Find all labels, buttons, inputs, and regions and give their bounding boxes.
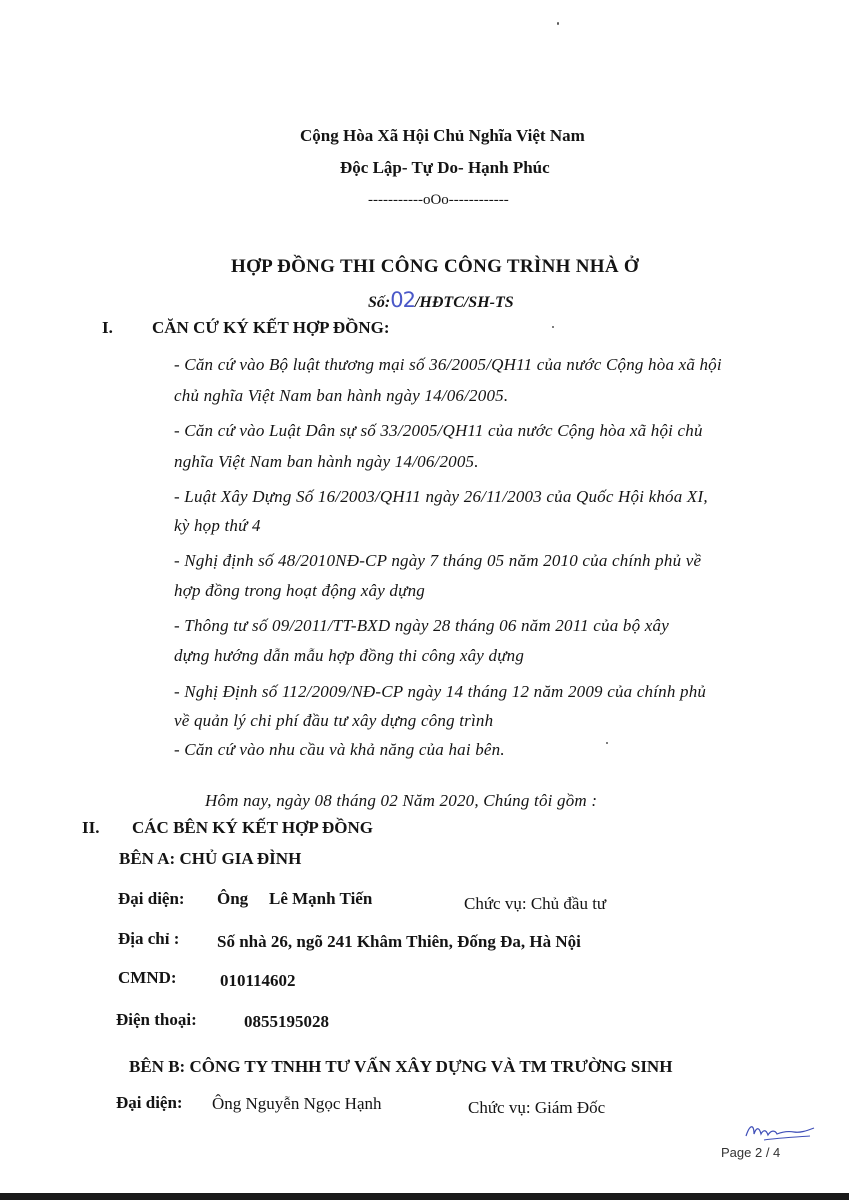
party-b-rep-name: Ông Nguyễn Ngọc Hạnh — [212, 1094, 382, 1113]
basis-line: - Nghị định số 48/2010NĐ-CP ngày 7 tháng 05 năm 2010 của chính phủ về — [174, 551, 702, 570]
party-a-rep-title: Ông — [217, 889, 249, 908]
section-1-numeral: I. — [102, 318, 113, 337]
basis-line: - Căn cứ vào Bộ luật thương mại số 36/2005/QH11 của nước Cộng hòa xã hội — [174, 355, 722, 374]
party-a-position: Chức vụ: Chủ đầu tư — [464, 894, 607, 913]
party-a-phone: 0855195028 — [244, 1012, 329, 1031]
contract-number — [368, 288, 514, 312]
basis-line: dựng hướng dẫn mẫu hợp đồng thi công xây dựng — [174, 646, 525, 665]
party-b-position: Chức vụ: Giám Đốc — [468, 1098, 606, 1117]
basis-line: chủ nghĩa Việt Nam ban hành ngày 14/06/2005. — [174, 386, 509, 405]
scan-speck — [557, 22, 559, 25]
scan-bottom-edge — [0, 1193, 849, 1200]
party-a-phone-label: Điện thoại: — [116, 1010, 197, 1029]
contract-number-prefix: Số: — [368, 294, 391, 311]
signature-initials — [744, 1120, 824, 1146]
page-number: Page 2 / 4 — [721, 1145, 781, 1160]
party-a-rep-name: Lê Mạnh Tiến — [269, 889, 373, 908]
basis-line: - Căn cứ vào nhu cầu và khả năng của hai bên. — [174, 740, 505, 759]
section-1-heading: CĂN CỨ KÝ KẾT HỢP ĐỒNG: — [152, 318, 390, 337]
party-a-heading: BÊN A: CHỦ GIA ĐÌNH — [119, 849, 302, 868]
basis-line: hợp đồng trong hoạt động xây dựng — [174, 581, 425, 600]
section-2-heading: CÁC BÊN KÝ KẾT HỢP ĐỒNG — [132, 818, 374, 837]
header-separator: -----------oOo------------ — [368, 192, 509, 208]
party-a-address: Số nhà 26, ngõ 241 Khâm Thiên, Đống Đa, Hà Nội — [217, 932, 581, 951]
party-b-heading: BÊN B: CÔNG TY TNHH TƯ VẤN XÂY DỰNG VÀ TM TRƯỜNG SINH — [129, 1057, 673, 1076]
country-name: Cộng Hòa Xã Hội Chủ Nghĩa Việt Nam — [300, 126, 585, 145]
basis-line: - Căn cứ vào Luật Dân sự số 33/2005/QH11 của nước Cộng hòa xã hội chủ — [174, 421, 703, 440]
party-b-rep-label: Đại diện: — [116, 1093, 183, 1112]
basis-line: về quản lý chi phí đầu tư xây dựng công trình — [174, 711, 494, 730]
basis-line: - Thông tư số 09/2011/TT-BXD ngày 28 tháng 06 năm 2011 của bộ xây — [174, 616, 669, 635]
basis-line: - Luật Xây Dựng Số 16/2003/QH11 ngày 26/11/2003 của Quốc Hội khóa XI, — [174, 487, 708, 506]
national-motto: Độc Lập- Tự Do- Hạnh Phúc — [340, 158, 550, 177]
party-a-id-label: CMND: — [118, 968, 177, 987]
party-a-rep-label: Đại diện: — [118, 889, 185, 908]
scan-speck — [606, 742, 608, 744]
contract-number-handwritten: 02 — [390, 288, 415, 312]
basis-line: nghĩa Việt Nam ban hành ngày 14/06/2005. — [174, 452, 479, 471]
today-statement: Hôm nay, ngày 08 tháng 02 Năm 2020, Chúng tôi gồm : — [205, 791, 598, 810]
scan-speck — [552, 326, 554, 328]
section-2-numeral: II. — [82, 818, 100, 837]
contract-title: HỢP ĐỒNG THI CÔNG CÔNG TRÌNH NHÀ Ở — [231, 256, 640, 277]
party-a-id: 010114602 — [220, 971, 296, 990]
basis-line: - Nghị Định số 112/2009/NĐ-CP ngày 14 tháng 12 năm 2009 của chính phủ — [174, 682, 707, 701]
contract-number-suffix: /HĐTC/SH-TS — [414, 294, 514, 311]
basis-line: kỳ họp thứ 4 — [174, 516, 261, 535]
party-a-address-label: Địa chỉ : — [118, 929, 180, 948]
